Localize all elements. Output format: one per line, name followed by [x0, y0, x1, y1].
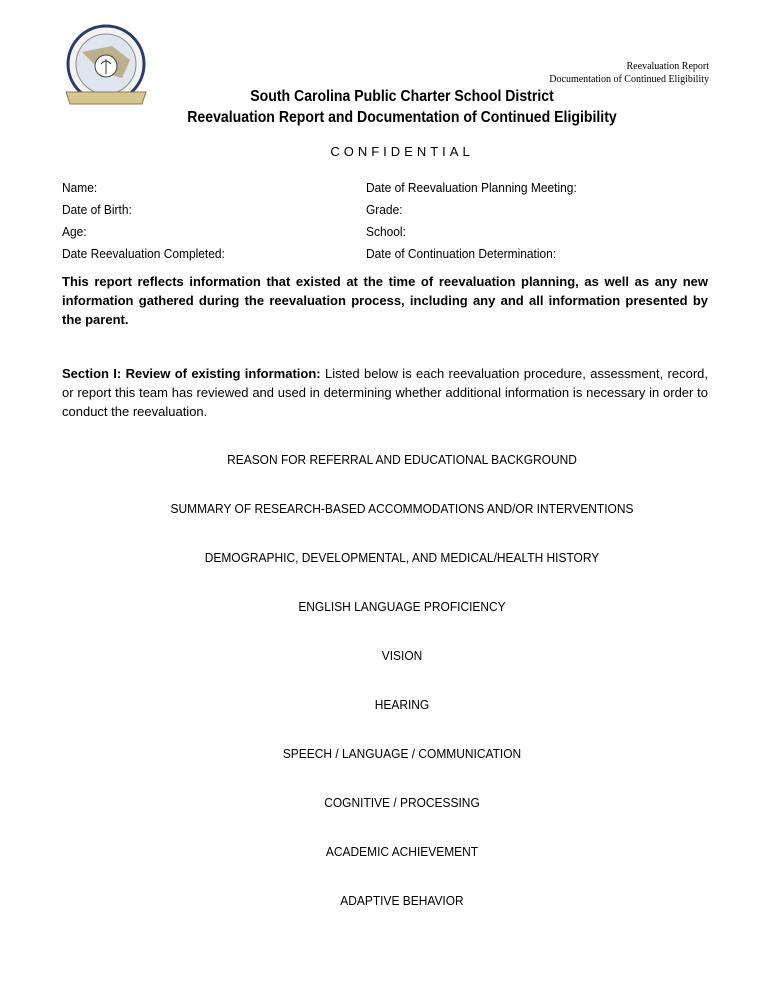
item-vision: VISION	[381, 648, 423, 663]
field-date-reevaluation-completed: Date Reevaluation Completed:	[62, 246, 225, 261]
field-school: School:	[366, 224, 406, 239]
report-title: Reevaluation Report and Documentation of Continued Eligibility	[187, 109, 617, 126]
item-speech-language: SPEECH / LANGUAGE / COMMUNICATION	[282, 746, 522, 761]
section-1-paragraph	[62, 364, 708, 421]
item-english-proficiency: ENGLISH LANGUAGE PROFICIENCY	[298, 599, 506, 614]
running-title-1: Reevaluation Report	[626, 61, 709, 72]
item-cognitive: COGNITIVE / PROCESSING	[324, 795, 480, 810]
running-title-2: Documentation of Continued Eligibility	[549, 74, 709, 85]
intro-paragraph: This report reflects information that existed at the time of reevaluation planning, as well as any new information gathered during the reevaluation process, including any and all information presented by the parent.	[62, 274, 708, 327]
district-title: South Carolina Public Charter School District	[250, 88, 554, 105]
field-planning-meeting-date: Date of Reevaluation Planning Meeting:	[366, 180, 577, 195]
section-1-label: Section I: Review of existing information:	[62, 366, 321, 381]
item-reason-for-referral: REASON FOR REFERRAL AND EDUCATIONAL BACKGROUND	[227, 452, 577, 467]
item-academic-achievement: ACADEMIC ACHIEVEMENT	[325, 844, 479, 859]
item-history: DEMOGRAPHIC, DEVELOPMENTAL, AND MEDICAL/HEALTH HISTORY	[204, 550, 600, 565]
field-continuation-determination-date: Date of Continuation Determination:	[366, 246, 557, 261]
field-age: Age:	[62, 224, 87, 239]
field-grade: Grade:	[366, 202, 403, 217]
field-name: Name:	[62, 180, 98, 195]
item-accommodations: SUMMARY OF RESEARCH-BASED ACCOMMODATIONS AND/OR INTERVENTIONS	[170, 501, 634, 516]
confidential-label: CONFIDENTIAL	[330, 144, 474, 159]
field-date-of-birth: Date of Birth:	[62, 202, 132, 217]
section-1-text: Listed below is each reevaluation procedure, assessment, record, or report this team has reviewed and used in determining whether additional information is necessary in order to conduct the reevaluation.	[62, 366, 708, 419]
item-hearing: HEARING	[374, 697, 430, 712]
item-adaptive-behavior: ADAPTIVE BEHAVIOR	[340, 893, 464, 908]
